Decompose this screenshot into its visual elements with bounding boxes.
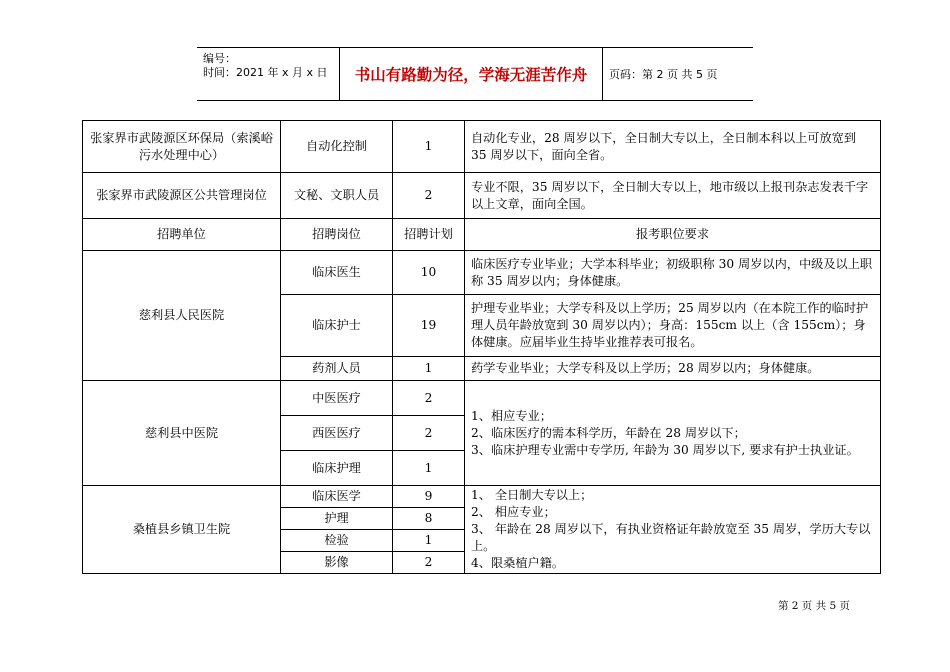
time-label: 时间：2021 年 x 月 x 日 bbox=[203, 66, 328, 79]
post-cell: 药剂人员 bbox=[281, 357, 393, 381]
plan-cell: 2 bbox=[393, 416, 465, 451]
post-cell: 临床护士 bbox=[281, 295, 393, 357]
plan-cell: 19 bbox=[393, 295, 465, 357]
table-row bbox=[83, 121, 881, 173]
requirement-line: 4、限桑植户籍。 bbox=[471, 556, 565, 570]
requirement-cell bbox=[465, 381, 881, 486]
plan-cell: 1 bbox=[393, 451, 465, 486]
requirement-cell bbox=[465, 486, 881, 574]
requirement-cell: 临床医疗专业毕业；大学本科毕业；初级职称 30 周岁以内，中级及以上职称 35 周岁以内；身体健康。 bbox=[465, 251, 881, 295]
plan-cell: 1 bbox=[393, 121, 465, 173]
post-cell: 影像 bbox=[281, 552, 393, 574]
page-footer: 第 2 页 共 5 页 bbox=[777, 600, 850, 612]
requirement-line: 1、相应专业； bbox=[471, 408, 552, 423]
unit-cell: 张家界市武陵源区公共管理岗位 bbox=[83, 173, 281, 219]
post-cell: 护理 bbox=[281, 508, 393, 530]
requirement-line: 2、临床医疗的需本科学历，年龄在 28 周岁以下； bbox=[471, 425, 746, 440]
table-header-row bbox=[83, 219, 881, 251]
header-motto: 书山有路勤为径，学海无涯苦作舟 bbox=[340, 48, 603, 100]
plan-cell: 9 bbox=[393, 486, 465, 508]
requirement-cell: 自动化专业，28 周岁以下，全日制大专以上，全日制本科以上可放宽到 35 周岁以下，面向全省。 bbox=[465, 121, 881, 173]
plan-cell: 1 bbox=[393, 357, 465, 381]
post-cell: 中医医疗 bbox=[281, 381, 393, 416]
recruitment-table bbox=[82, 120, 881, 574]
plan-cell: 1 bbox=[393, 530, 465, 552]
post-cell: 文秘、文职人员 bbox=[281, 173, 393, 219]
header-plan: 招聘计划 bbox=[393, 219, 465, 251]
post-cell: 西医医疗 bbox=[281, 416, 393, 451]
header-post: 招聘岗位 bbox=[281, 219, 393, 251]
unit-cell: 慈利县人民医院 bbox=[83, 251, 281, 381]
post-cell: 临床医生 bbox=[281, 251, 393, 295]
requirement-cell: 药学专业毕业；大学专科及以上学历；28 周岁以内；身体健康。 bbox=[465, 357, 881, 381]
requirement-line: 3、临床护理专业需中专学历, 年龄为 30 周岁以下, 要求有护士执业证。 bbox=[471, 442, 859, 457]
post-cell: 检验 bbox=[281, 530, 393, 552]
plan-cell: 2 bbox=[393, 552, 465, 574]
plan-cell: 2 bbox=[393, 173, 465, 219]
unit-cell: 桑植县乡镇卫生院 bbox=[83, 486, 281, 574]
table-row bbox=[83, 251, 881, 295]
requirement-line: 2、 相应专业； bbox=[471, 505, 556, 519]
header-requirement: 报考职位要求 bbox=[465, 219, 881, 251]
requirement-line: 1、 全日制大专以上； bbox=[471, 488, 593, 502]
plan-cell: 10 bbox=[393, 251, 465, 295]
unit-cell: 慈利县中医院 bbox=[83, 381, 281, 486]
header-meta bbox=[197, 48, 340, 100]
requirement-cell: 护理专业毕业；大学专科及以上学历；25 周岁以内（在本院工作的临时护理人员年龄放宽到 30 周岁以内）；身高：155cm 以上（含 155cm）；身体健康。应届毕业生持毕业推荐表可报名。 bbox=[465, 295, 881, 357]
unit-cell: 张家界市武陵源区环保局（索溪峪污水处理中心） bbox=[83, 121, 281, 173]
post-cell: 自动化控制 bbox=[281, 121, 393, 173]
table-row bbox=[83, 381, 881, 416]
requirement-cell: 专业不限，35 周岁以下，全日制大专以上，地市级以上报刊杂志发表千字以上文章，面向全国。 bbox=[465, 173, 881, 219]
post-cell: 临床医学 bbox=[281, 486, 393, 508]
header-unit: 招聘单位 bbox=[83, 219, 281, 251]
table-row bbox=[83, 486, 881, 508]
number-label: 编号： bbox=[203, 52, 236, 65]
page-header bbox=[197, 47, 753, 101]
table-row bbox=[83, 173, 881, 219]
requirement-line: 3、 年龄在 28 周岁以下，有执业资格证年龄放宽至 35 周岁，学历大专以上。 bbox=[471, 522, 871, 553]
plan-cell: 2 bbox=[393, 381, 465, 416]
post-cell: 临床护理 bbox=[281, 451, 393, 486]
plan-cell: 8 bbox=[393, 508, 465, 530]
header-page-label: 页码：第 2 页 共 5 页 bbox=[609, 68, 718, 81]
